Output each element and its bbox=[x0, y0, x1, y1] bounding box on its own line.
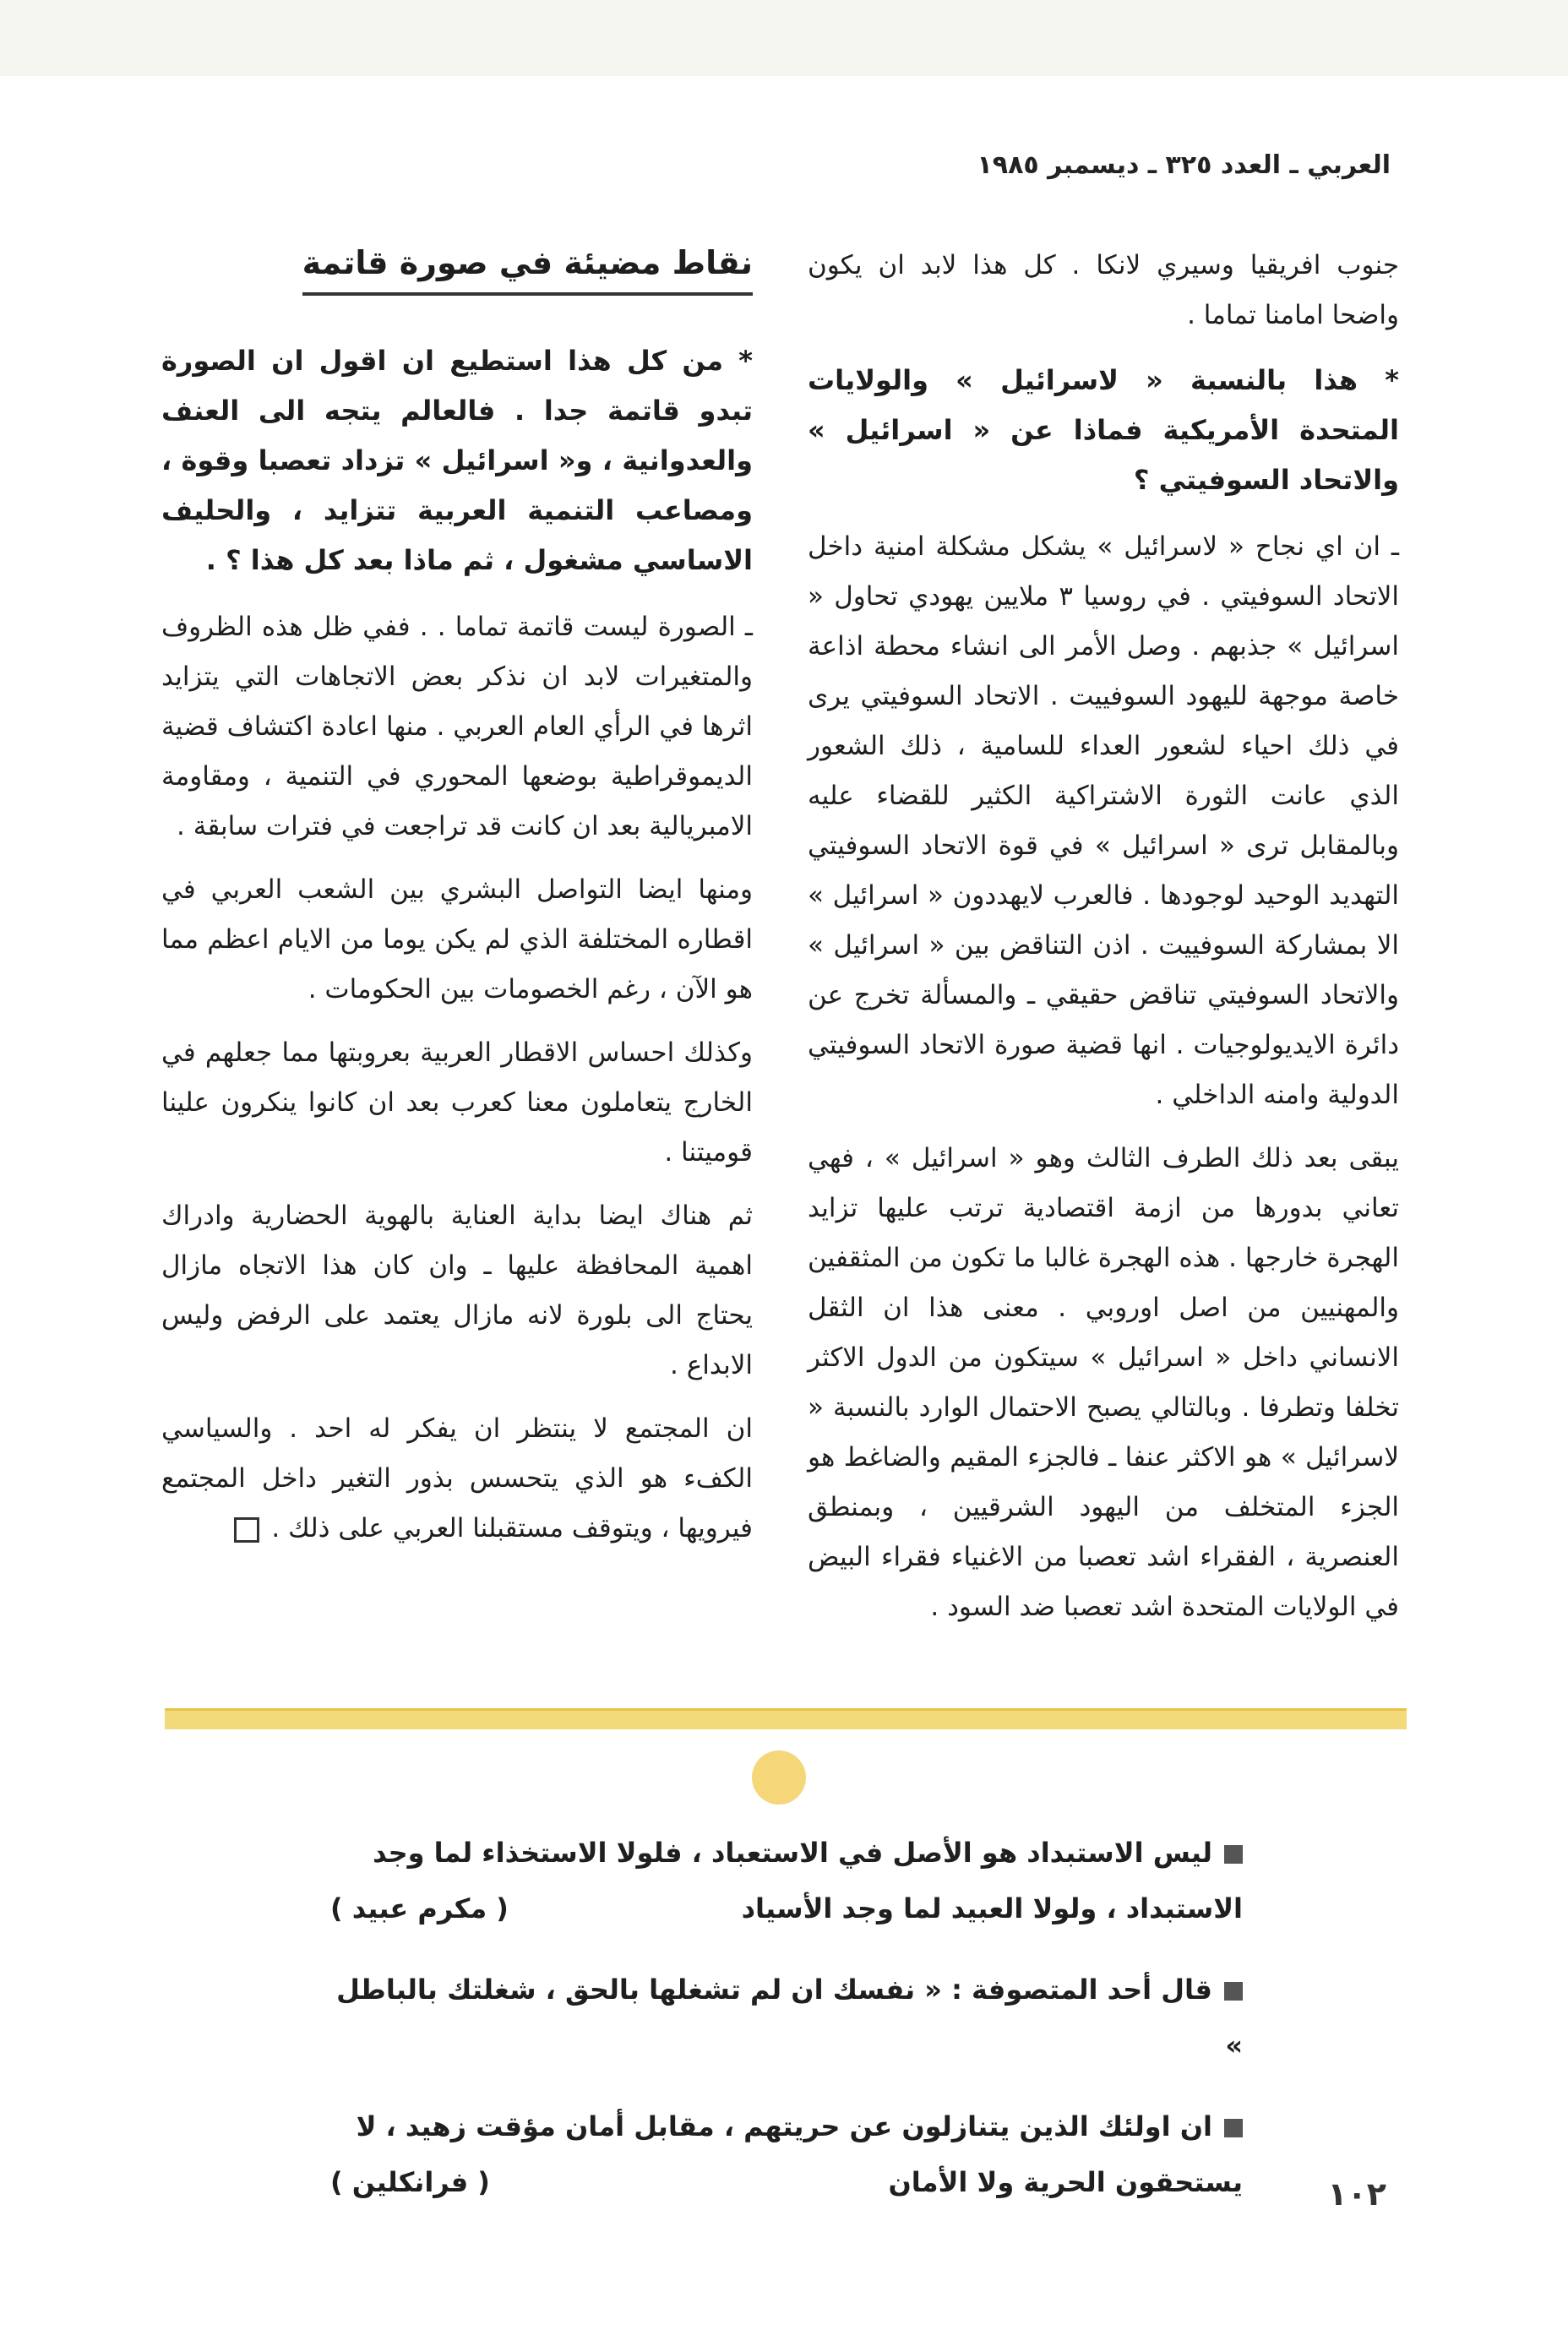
paragraph: يبقى بعد ذلك الطرف الثالث وهو « اسرائيل » ، فهي تعاني بدورها من ازمة اقتصادية ترتب عليها تزايد الهجرة خارجها . هذه الهجرة غالبا ما تكون من المثقفين والمهنيين من اصل اوروبي . معنى هذا ان الثقل الانساني داخل « اسرائيل » سيتكون من الدول الاكثر تخلفا وتطرفا . وبالتالي يصبح الاحتمال الوارد بالنسبة « لاسرائيل » هو الاكثر عنفا ـ فالجزء المقيم والضاغط هو الجزء المتخلف من اليهود الشرقيين ، وبمنطق العنصرية ، الفقراء اشد تعصبا من الاغنياء فقراء البيض في الولايات المتحدة اشد تعصبا ضد السود . bbox=[808, 1143, 1399, 1622]
paragraph: ومنها ايضا التواصل البشري بين الشعب العربي في اقطاره المختلفة الذي لم يكن يوما من الايام اعظم مما هو الآن ، رغم الخصومات بين الحكومات . bbox=[161, 874, 753, 1004]
quote-item bbox=[330, 1962, 1243, 2073]
quote-author: ( فرانكلين ) bbox=[330, 2166, 490, 2198]
section-divider bbox=[165, 1708, 1407, 1729]
quotes-box bbox=[330, 1825, 1243, 2235]
paragraph: وكذلك احساس الاقطار العربية بعروبتها مما جعلهم في الخارج يتعاملون معنا كعرب بعد ان كانوا ينكرون علينا قوميتنا . bbox=[161, 1037, 753, 1168]
quote-item bbox=[330, 1825, 1243, 1936]
left-column bbox=[161, 241, 753, 1567]
paragraph-final bbox=[161, 1404, 753, 1554]
final-text: ان المجتمع لا ينتظر ان يفكر له احد . والسياسي الكفء هو الذي يتحسس بذور التغير داخل المجتمع فيرويها ، ويتوقف مستقبلنا العربي على ذلك . bbox=[161, 1413, 753, 1544]
quote-item bbox=[330, 2099, 1243, 2210]
square-bullet-icon bbox=[1224, 1982, 1243, 2001]
square-bullet-icon bbox=[1224, 2119, 1243, 2137]
running-head: العربي ـ العدد ٣٢٥ ـ ديسمبر ١٩٨٥ bbox=[977, 150, 1391, 180]
interview-question: * من كل هذا استطيع ان اقول ان الصورة تبدو قاتمة جدا . فالعالم يتجه الى العنف والعدوانية ، و« اسرائيل » تزداد تعصبا وقوة ، ومصاعب التنمية العربية تتزايد ، والحليف الاساسي مشغول ، ثم ماذا بعد كل هذا ؟ . bbox=[161, 345, 753, 576]
page-number: ١٠٢ bbox=[1327, 2175, 1386, 2213]
end-mark-icon bbox=[234, 1517, 259, 1543]
interview-question: * هذا بالنسبة « لاسرائيل » والولايات المتحدة الأمريكية فماذا عن « اسرائيل » والاتحاد السوفيتي ؟ bbox=[808, 364, 1399, 496]
quote-text: قال أحد المتصوفة : « نفسك ان لم تشغلها بالحق ، شغلتك بالباطل » bbox=[336, 1974, 1243, 2061]
square-bullet-icon bbox=[1224, 1845, 1243, 1864]
paragraph: ثم هناك ايضا بداية العناية بالهوية الحضارية وادراك اهمية المحافظة عليها ـ وان كان هذا الاتجاه مازال يحتاج الى بلورة لانه مازال يعتمد على الرفض وليس الابداع . bbox=[161, 1200, 753, 1380]
paragraph: جنوب افريقيا وسيري لانكا . كل هذا لابد ان يكون واضحا امامنا تماما . bbox=[808, 250, 1399, 330]
quote-author: ( مكرم عبيد ) bbox=[330, 1892, 509, 1925]
quote-text: ليس الاستبداد هو الأصل في الاستعباد ، فلولا الاستخذاء لما وجد الاستبداد ، ولولا العبيد لما وجد الأسياد bbox=[373, 1837, 1243, 1925]
divider-dot-icon bbox=[752, 1750, 806, 1805]
paragraph: ـ ان اي نجاح « لاسرائيل » يشكل مشكلة امنية داخل الاتحاد السوفيتي . في روسيا ٣ ملايين يهودي تحاول « اسرائيل » جذبهم . وصل الأمر الى انشاء محطة اذاعة خاصة موجهة لليهود السوفييت . الاتحاد السوفيتي يرى في ذلك احياء لشعور العداء للسامية ، ذلك الشعور الذي عانت الثورة الاشتراكية الكثير للقضاء عليه وبالمقابل ترى « اسرائيل » في قوة الاتحاد السوفيتي التهديد الوحيد لوجودها . فالعرب لايهددون « اسرائيل » الا بمشاركة السوفييت . اذن التناقض بين « اسرائيل » والاتحاد السوفيتي تناقض حقيقي ـ والمسألة تخرج عن دائرة الايديولوجيات . انها قضية صورة الاتحاد السوفيتي الدولية وامنه الداخلي . bbox=[808, 531, 1399, 1110]
quote-text: ان اولئك الذين يتنازلون عن حريتهم ، مقابل أمان مؤقت زهيد ، لا يستحقون الحرية ولا الأمان bbox=[356, 2110, 1243, 2198]
right-column bbox=[808, 241, 1399, 1646]
section-title: نقاط مضيئة في صورة قاتمة bbox=[302, 242, 753, 296]
paragraph: ـ الصورة ليست قاتمة تماما . . ففي ظل هذه الظروف والمتغيرات لابد ان نذكر بعض الاتجاهات التي يتزايد اثرها في الرأي العام العربي . منها اعادة اكتشاف قضية الديموقراطية بوضعها المحوري في التنمية ، ومقاومة الامبريالية بعد ان كانت قد تراجعت في فترات سابقة . bbox=[161, 612, 753, 841]
